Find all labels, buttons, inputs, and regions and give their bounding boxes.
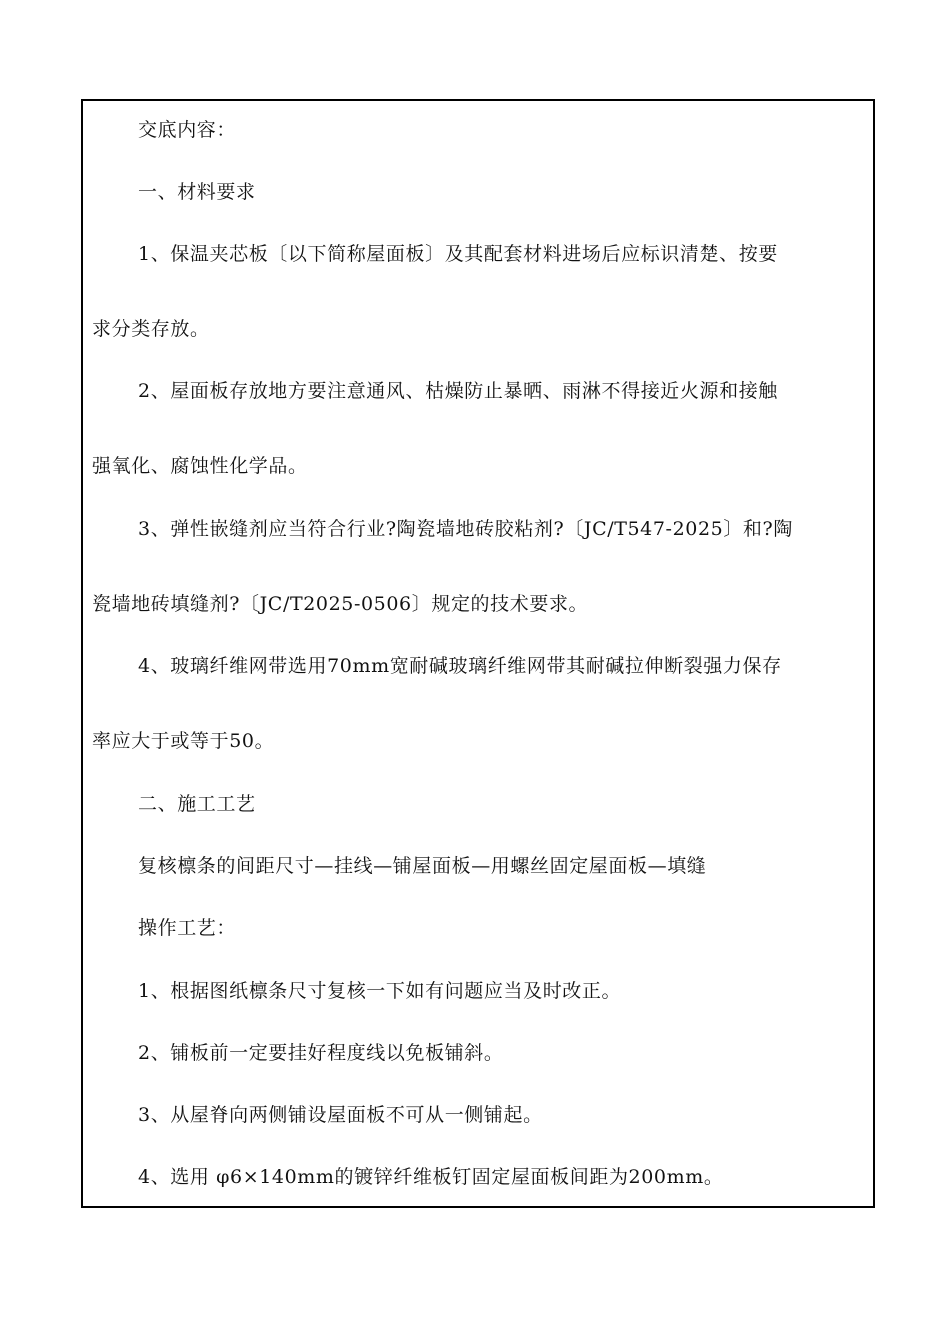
heading-content: 交底内容： (138, 119, 237, 141)
paragraph-2-line-1: 2、屋面板存放地方要注意通风、枯燥防止暴晒、雨淋不得接近火源和接触 (138, 380, 778, 402)
paragraph-4-line-1: 4、玻璃纤维网带选用70mm宽耐碱玻璃纤维网带其耐碱拉伸断裂强力保存 (138, 655, 782, 677)
subheading-operation: 操作工艺： (138, 917, 237, 939)
section-heading-materials: 一、材料要求 (138, 181, 256, 203)
operation-step-2: 2、铺板前一定要挂好程度线以免板铺斜。 (138, 1042, 504, 1064)
paragraph-1-line-2: 求分类存放。 (92, 318, 210, 340)
process-flow: 复核檩条的间距尺寸—挂线—铺屋面板—用螺丝固定屋面板—填缝 (138, 855, 707, 877)
paragraph-1-line-1: 1、保温夹芯板〔以下简称屋面板〕及其配套材料进场后应标识清楚、按要 (138, 243, 778, 265)
paragraph-3-line-1: 3、弹性嵌缝剂应当符合行业?陶瓷墙地砖胶粘剂?〔JC/T547-2025〕和?陶 (138, 518, 793, 540)
paragraph-4-line-2: 率应大于或等于50。 (92, 730, 275, 752)
section-heading-process: 二、施工工艺 (138, 793, 256, 815)
operation-step-3: 3、从屋脊向两侧铺设屋面板不可从一侧铺起。 (138, 1104, 543, 1126)
operation-step-1: 1、根据图纸檩条尺寸复核一下如有问题应当及时改正。 (138, 980, 622, 1002)
paragraph-2-line-2: 强氧化、腐蚀性化学品。 (92, 455, 308, 477)
operation-step-4: 4、选用 φ6×140mm的镀锌纤维板钉固定屋面板间距为200mm。 (138, 1166, 724, 1188)
paragraph-3-line-2: 瓷墙地砖填缝剂?〔JC/T2025-0506〕规定的技术要求。 (92, 593, 589, 615)
